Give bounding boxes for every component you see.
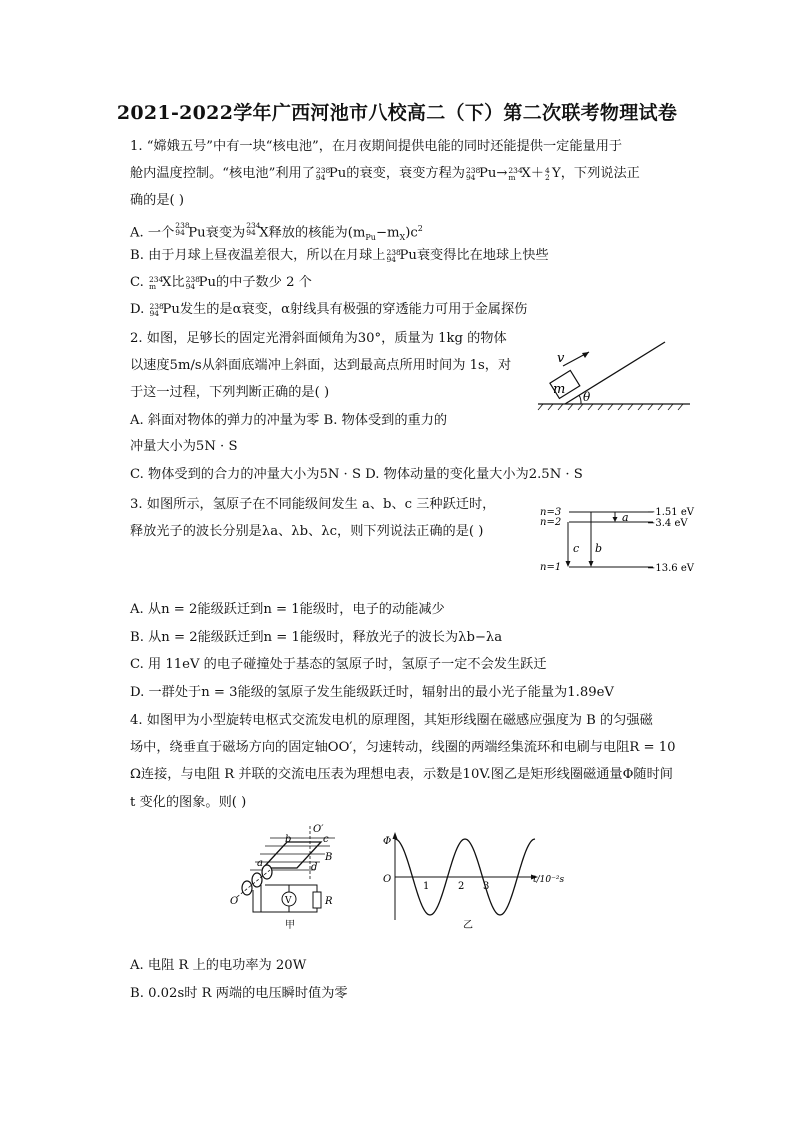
svg-text:d: d — [311, 862, 318, 873]
svg-text:n=3: n=3 — [540, 507, 562, 518]
q1-option-a: A. 一个 238 94 Pu衰变为 234 94 X释放的核能为$(m_{Pu}-m_X)c^2$ — [130, 221, 423, 243]
svg-text:甲: 甲 — [285, 920, 295, 931]
q4-stem-line3: Ω连接，与电阻 R 并联的交流电压表为理想电表，示数是10V.图乙是矩形线圈磁通量Φ随时间 — [130, 767, 673, 782]
svg-text:b: b — [595, 542, 603, 555]
q4-stem-line1: 4. 如图甲为小型旋转电枢式交流发电机的原理图，其矩形线圈在磁感应强度为 B 的匀强磁 — [130, 713, 653, 728]
svg-text:n=1: n=1 — [540, 562, 562, 573]
incline-figure — [535, 338, 695, 414]
page-title: 2021-2022学年广西河池市八校高二（下）第二次联考物理试卷 — [116, 102, 678, 124]
svg-text:a: a — [257, 858, 263, 869]
q1-stem-line1: 1. “嫦娥五号”中有一块“核电池”，在月夜期间提供电能的同时还能提供一定能量用于 — [130, 139, 623, 154]
q2-stem-line2: 以速度5m/s从斜面底端冲上斜面，达到最高点所用时间为 1s，对 — [130, 358, 512, 373]
svg-text:θ: θ — [583, 390, 591, 404]
svg-text:O′: O′ — [313, 824, 324, 835]
svg-text:c: c — [323, 834, 329, 845]
svg-text:乙: 乙 — [463, 920, 473, 931]
q4-option-b: B. 0.02s时 R 两端的电压瞬时值为零 — [130, 986, 348, 1001]
q3-option-c: C. 用 11eV 的电子碰撞处于基态的氢原子时，氢原子一定不会发生跃迁 — [130, 657, 547, 672]
svg-text:O: O — [230, 896, 239, 907]
svg-text:t/10⁻²s: t/10⁻²s — [533, 875, 565, 885]
q4-stem-line2: 场中，绕垂直于磁场方向的固定轴OO′，匀速转动，线圈的两端经集流环和电刷与电阻R = 10 — [130, 740, 676, 755]
isotope-pu: 238 94 — [315, 166, 331, 182]
q4-option-a: A. 电阻 R 上的电功率为 20W — [130, 958, 307, 973]
svg-text:b: b — [285, 834, 292, 845]
svg-text:3: 3 — [483, 881, 490, 892]
svg-text:v: v — [557, 351, 565, 366]
q1-stem-line3: 确的是( ) — [130, 193, 185, 208]
q2-stem-line3: 于这一过程，下列判断正确的是( ) — [130, 385, 330, 400]
q2-stem-line1: 2. 如图，足够长的固定光滑斜面倾角为30°，质量为 1kg 的物体 — [130, 331, 507, 346]
svg-text:−3.4 eV: −3.4 eV — [647, 518, 688, 529]
svg-text:R: R — [325, 896, 333, 907]
q3-option-d: D. 一群处于n = 3能级的氢原子发生能级跃迁时，辐射出的最小光子能量为1.89eV — [130, 685, 614, 700]
svg-text:2: 2 — [458, 881, 465, 892]
svg-text:B: B — [325, 852, 333, 863]
svg-text:n=2: n=2 — [540, 517, 562, 528]
q3-stem-line2: 释放光子的波长分别是λa、λb、λc，则下列说法正确的是( ) — [130, 524, 484, 539]
svg-text:O: O — [383, 874, 392, 885]
q1-option-d: D. 238 94 Pu发生的是α衰变，α射线具有极强的穿透能力可用于金属探伤 — [130, 302, 528, 318]
q1-option-b: B. 由于月球上昼夜温差很大，所以在月球上 238 94 Pu衰变得比在地球上快些 — [130, 248, 549, 264]
flux-graph-yi — [375, 830, 575, 935]
generator-figure-jia — [225, 820, 340, 935]
q2-options-ab: A. 斜面对物体的弹力的冲量为零 B. 物体受到的重力的 — [130, 413, 448, 428]
svg-text:Φ: Φ — [383, 836, 392, 847]
energy-level-diagram — [535, 500, 695, 580]
q2-options-cd: C. 物体受到的合力的冲量大小为5N · S D. 物体动量的变化量大小为2.5N · S — [130, 467, 583, 482]
q3-option-a: A. 从n = 2能级跃迁到n = 1能级时，电子的动能减少 — [130, 602, 445, 617]
q1-option-c: C. 234 m X比 238 94 Pu的中子数少 2 个 — [130, 275, 312, 291]
svg-text:−1.51 eV: −1.51 eV — [647, 507, 694, 518]
svg-text:m: m — [553, 382, 566, 397]
q4-stem-line4: t 变化的图象。则( ) — [130, 795, 247, 810]
q3-option-b: B. 从n = 2能级跃迁到n = 1能级时，释放光子的波长为λb−λa — [130, 630, 503, 645]
q2-option-b-cont: 冲量大小为5N · S — [130, 439, 238, 454]
svg-text:c: c — [573, 542, 580, 555]
q3-stem-line1: 3. 如图所示，氢原子在不同能级间发生 a、b、c 三种跃迁时， — [130, 497, 496, 512]
svg-text:a: a — [622, 511, 629, 524]
q1-stem-line2: 舱内温度控制。“核电池”利用了 238 94 Pu的衰变，衰变方程为 238 94 Pu→ 234 m X＋ 4 2 Y，下列说法正 — [130, 166, 640, 182]
svg-text:−13.6 eV: −13.6 eV — [647, 563, 694, 574]
svg-text:V: V — [285, 896, 292, 906]
svg-text:1: 1 — [423, 881, 430, 892]
